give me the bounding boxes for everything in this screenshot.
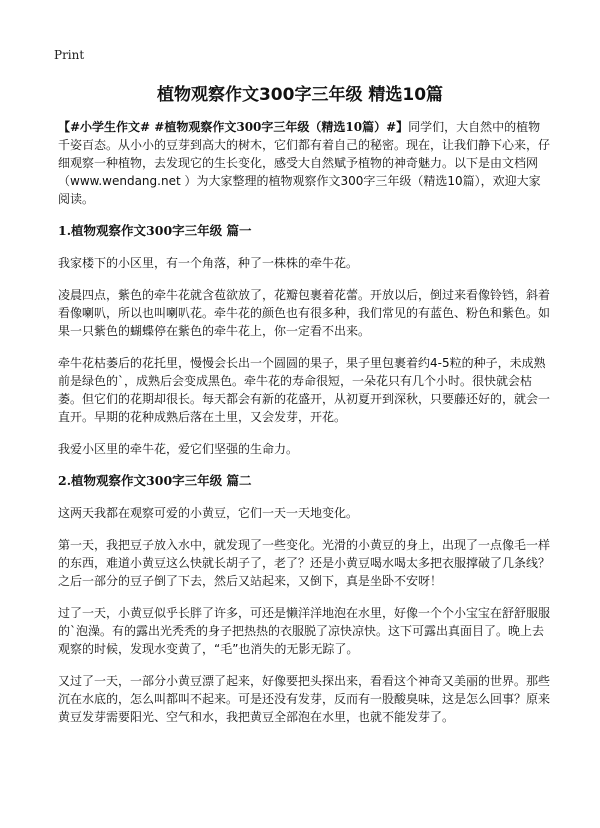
paragraph: 凌晨四点，紫色的牵牛花就含苞欲放了，花瓣包裹着花蕾。开放以后，倒过来看像铃铛，斜着看像喇叭，所以也叫喇叭花。牵牛花的颜色也有很多种，我们常见的有蓝色、粉色和紫色。如果一只紫色的蝴蝶停在紫色的牵牛花上，你一定看不出来。 [58,288,551,338]
section-heading-2: 2.植物观察作文300字三年级 篇二 [58,473,252,488]
paragraph: 又过了一天，一部分小黄豆漂了起来，好像要把头探出来，看看这个神奇又美丽的世界。那些沉在水底的，怎么叫都叫不起来。可是还没有发芽，反而有一股酸臭味，这是怎么回事？原来黄豆发芽需要阳光、空气和水，我把黄豆全部泡在水里，也就不能发芽了。 [58,674,551,724]
paragraph: 过了一天，小黄豆似乎长胖了许多，可还是懒洋洋地泡在水里，好像一个个小宝宝在舒舒服服的`泡澡。有的露出光秃秃的身子把热热的衣服脱了凉快凉快。这下可露出真面目了。晚上去观察的时候，发现水变黄了，“毛”也消失的无影无踪了。 [58,606,551,656]
paragraph: 我爱小区里的牵牛花，爱它们坚强的生命力。 [58,442,299,456]
section-heading-1: 1.植物观察作文300字三年级 篇一 [58,223,252,238]
intro-paragraph [58,118,552,208]
print-label[interactable]: Print [54,48,85,62]
paragraph: 第一天，我把豆子放入水中，就发现了一些变化。光滑的小黄豆的身上，出现了一点像毛一样的东西，难道小黄豆这么快就长胡子了，老了？还是小黄豆喝水喝太多把衣服撑破了几条线？之后一部分的豆子倒了下去，然后又站起来，又倒下，真是坐卧不安呀！ [58,538,551,588]
intro-text: 同学们，大自然中的植物千姿百态。从小小的豆芽到高大的树木，它们都有着自己的秘密。现在，让我们静下心来，仔细观察一种植物，去发现它的生长变化，感受大自然赋予植物的神奇魅力。以下是由文档网（www.wendang.net ）为大家整理的植物观察作文300字三年级（精选10篇），欢迎大家阅读。 [58,120,551,206]
page-title: 植物观察作文300字三年级 精选10篇 [156,85,444,105]
paragraph: 这两天我都在观察可爱的小黄豆，它们一天一天地变化。 [58,506,359,520]
article-body [58,118,552,740]
paragraph: 牵牛花枯萎后的花托里，慢慢会长出一个圆圆的果子，果子里包裹着约4-5粒的种子，未成熟前是绿色的`，成熟后会变成黑色。牵牛花的寿命很短，一朵花只有几个小时。很快就会枯萎。但它们的花期却很长。每天都会有新的花盛开，从初夏开到深秋，只要藤还好的，就会一直开。早期的花种成熟后落在土里，又会发芽，开花。 [58,356,551,424]
paragraph: 我家楼下的小区里，有一个角落，种了一株株的牵牛花。 [58,256,359,270]
intro-tagline: 【#小学生作文# #植物观察作文300字三年级（精选10篇）#】 [58,120,409,134]
